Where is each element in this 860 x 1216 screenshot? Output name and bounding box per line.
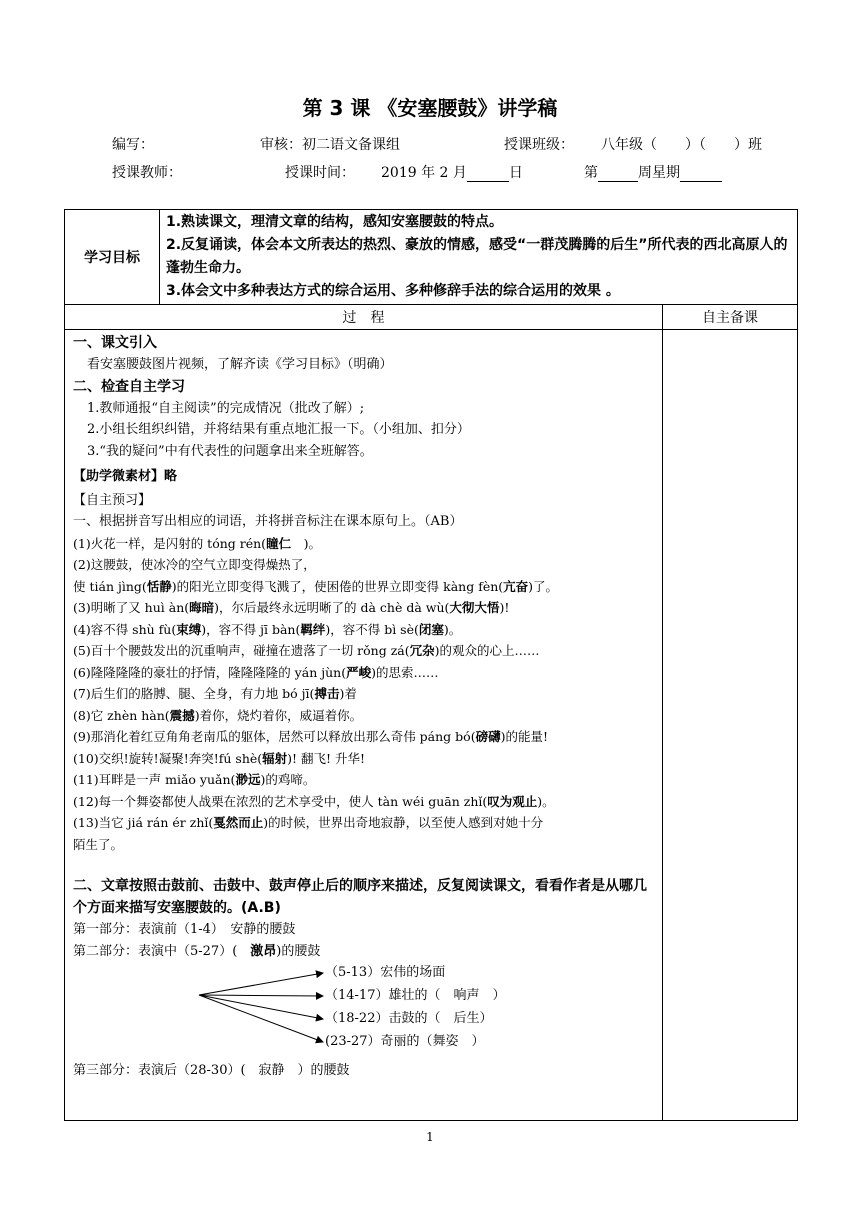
q9-answer: 磅礴	[475, 729, 501, 744]
reviewer-label: 审核：初二语文备课组	[260, 137, 400, 153]
micro-material-value: 略	[164, 469, 178, 484]
q1-text: (1)火花一样，是闪射的 tóng rén(	[73, 535, 267, 551]
goal-item-1: 1.熟读课文，理清文章的结构，感知安塞腰鼓的特点。	[166, 214, 504, 230]
question-2a: (2)这腰鼓，使冰冷的空气立即变得燥热了，	[73, 557, 316, 572]
q2-answer-1: 恬静	[146, 578, 172, 594]
q11-text: (11)耳畔是一声 miǎo yuǎn(	[73, 772, 236, 787]
branch-arrows	[73, 962, 333, 1060]
q6-text: (6)隆隆隆隆的豪壮的抒情，隆隆隆隆的 yán jùn(	[73, 664, 347, 680]
q4-text: (4)容不得 shù fù(	[73, 621, 177, 637]
class-value: 八年级（ ）（ ）班	[601, 137, 762, 153]
q10-answer: 辐射	[262, 750, 288, 766]
q8-text-end: )着你，烧灼着你，威逼着你。	[194, 707, 363, 723]
q4-answer-3: 闭塞	[418, 621, 444, 637]
q13-text: (13)当它 jiá rán ér zhǐ(	[73, 815, 214, 830]
process-cell	[65, 330, 663, 1121]
week-prefix: 第	[584, 165, 598, 181]
structure-question: 二、文章按照击鼓前、击鼓中、鼓声停止后的顺序来描述，反复阅读课文，看看作者是从哪几个方面来描写安塞腰鼓的。(A.B)	[73, 878, 647, 916]
arrow-1	[199, 973, 323, 995]
time-line	[381, 162, 523, 182]
goal-item-2: 2.反复诵读，体会本文所表达的热烈、豪放的情感，感受“一群茂腾腾的后生”所代表的西北高原人的蓬勃生命力。	[166, 237, 788, 276]
q5-text: (5)百十个腰鼓发出的沉重响声，碰撞在遗落了一切 rǒng zá(	[73, 643, 410, 658]
q3-answer-1: 晦暗	[189, 600, 215, 615]
q12-answer: 叹为观止	[487, 793, 538, 809]
branch-1: （5-13）宏伟的场面	[325, 965, 446, 980]
teacher-label: 授课教师：	[112, 165, 182, 181]
branch-3: （18-22）击鼓的（ 后生）	[325, 1011, 493, 1026]
question-6	[73, 662, 654, 684]
self-prep-header: 自主备课	[663, 305, 798, 330]
question-13-cont: 陌生了。	[73, 836, 124, 852]
goals-row	[65, 210, 798, 305]
day-blank	[467, 167, 509, 182]
q2-answer-2: 亢奋	[503, 578, 529, 594]
q3-text-mid: )，尔后最终永远明晰了的 dà chè dà wù(	[214, 600, 450, 615]
preview-instruction: 一、根据拼音写出相应的词语，并将拼音标注在课本原句上。（AB）	[73, 514, 463, 529]
goal-item-3: 3.体会文中多种表达方式的综合运用、多种修辞手法的综合运用的效果 。	[166, 283, 620, 299]
q4-text-end: )。	[443, 621, 462, 637]
structure-part-2	[73, 941, 654, 963]
section1-heading: 一、课文引入	[73, 335, 157, 351]
section1-text: 看安塞腰鼓图片视频，了解齐读《学习目标》（明确）	[87, 357, 393, 372]
class-label: 授课班级：	[504, 137, 574, 153]
header-row	[65, 305, 798, 330]
q3-text: (3)明晰了又 huì àn(	[73, 600, 190, 615]
question-7	[73, 683, 654, 705]
week-mid: 周星期	[638, 165, 680, 181]
q7-text-end: )着	[339, 686, 357, 701]
question-4	[73, 619, 654, 641]
q10-text: (10)交织!旋转!凝聚!奔突!fú shè(	[73, 750, 263, 766]
page-title: 第 3 课 《安塞腰鼓》讲学稿	[302, 96, 558, 120]
branch-2: （14-17）雄壮的（ 响声 ）	[325, 988, 506, 1003]
weekday-blank	[680, 167, 722, 182]
part2-text-end: )的腰鼓	[276, 943, 321, 959]
q13-text-end: )的时候，世界出奇地寂静，以至使人感到对她十分	[263, 815, 544, 830]
day-label: 日	[508, 165, 523, 181]
q6-text-end: )的思索……	[371, 664, 439, 680]
time-value: 2019 年 2 月	[381, 165, 467, 181]
q12-text: (12)每一个舞姿都使人战栗在浓烈的艺术享受中，使人 tàn wéi guān zhǐ(	[73, 793, 488, 809]
q11-text-end: )的鸡啼。	[260, 772, 316, 787]
goals-label: 学习目标	[65, 210, 160, 305]
q4-answer-1: 束缚	[176, 621, 202, 637]
structure-part-1: 第一部分：表演前（1-4） 安静的腰鼓	[73, 922, 296, 937]
self-prep-cell	[663, 330, 798, 1121]
q7-answer: 搏击	[314, 686, 340, 701]
q1-text-end: )。	[291, 535, 321, 551]
part2-answer: 激昂	[250, 943, 277, 959]
question-11	[73, 769, 654, 791]
q3-answer-2: 大彻大悟	[449, 600, 500, 615]
page-number: 1	[426, 1130, 434, 1144]
section2-item-3: 3.“我的疑问”中有代表性的问题拿出来全班解答。	[87, 443, 373, 459]
q2-text-mid: )的阳光立即变得飞溅了，使困倦的世界立即变得 kàng fèn(	[171, 578, 504, 594]
question-5	[73, 640, 654, 662]
q5-text-end: )的观众的心上……	[434, 643, 540, 658]
q3-text-end: )!	[499, 600, 510, 615]
arrow-3	[199, 995, 323, 1019]
branch-diagram	[73, 962, 654, 1060]
q13-answer: 戛然而止	[213, 815, 264, 830]
part2-text: 第二部分：表演中（5-27）(	[73, 943, 251, 959]
q11-answer: 渺远	[235, 772, 261, 787]
q7-text: (7)后生们的胳膊、腿、全身，有力地 bó jī(	[73, 686, 315, 701]
q2-text-end: )了。	[528, 578, 559, 594]
preview-heading: 【自主预习】	[73, 492, 152, 508]
question-8	[73, 705, 654, 727]
q4-text-mid: )，容不得 jī bàn(	[201, 621, 301, 637]
structure-part-3: 第三部分：表演后（28-30）( 寂静 ）的腰鼓	[73, 1063, 350, 1078]
section2-heading: 二、检查自主学习	[73, 378, 185, 395]
q8-answer: 震撼	[169, 707, 195, 723]
time-label: 授课时间：	[285, 165, 355, 181]
question-9	[73, 726, 654, 748]
question-12	[73, 791, 654, 813]
q9-text: (9)那消化着红豆角角老南瓜的躯体，居然可以释放出那么奇伟 páng bó(	[73, 729, 476, 744]
week-line	[584, 162, 722, 182]
micro-material-label: 【助学微素材】	[73, 469, 165, 484]
q2-text: 使 tián jìng(	[73, 578, 147, 594]
process-header: 过 程	[65, 305, 663, 330]
question-13	[73, 812, 654, 834]
content-row	[65, 330, 798, 1121]
q6-answer: 严峻	[346, 664, 372, 680]
section2-item-1: 1.教师通报“自主阅读”的完成情况（批改了解）;	[87, 400, 365, 416]
question-3	[73, 597, 654, 619]
branch-4: (23-27）奇丽的（舞姿 ）	[325, 1034, 485, 1049]
q1-answer: 瞳仁	[266, 535, 292, 551]
arrow-4	[199, 995, 323, 1042]
micro-material	[73, 466, 654, 488]
q4-text-mid2: )，容不得 bì sè(	[325, 621, 419, 637]
q10-text-end: )! 翻飞! 升华!	[287, 750, 366, 766]
goals-cell	[160, 210, 798, 305]
q5-answer: 冗杂	[409, 643, 435, 658]
writer-label: 编写：	[112, 137, 154, 153]
arrow-2	[199, 995, 323, 996]
question-2b	[73, 576, 654, 598]
section2-item-2: 2.小组长组织纠错，并将结果有重点地汇报一下。（小组加、扣分）	[87, 422, 470, 437]
q4-answer-2: 羁绊	[300, 621, 326, 637]
q12-text-end: )。	[537, 793, 555, 809]
week-blank	[598, 167, 638, 182]
question-10	[73, 748, 654, 770]
q9-text-end: )的能量!	[500, 729, 548, 744]
q8-text: (8)它 zhèn hàn(	[73, 707, 170, 723]
question-1	[73, 533, 654, 555]
lesson-table	[64, 209, 798, 1121]
